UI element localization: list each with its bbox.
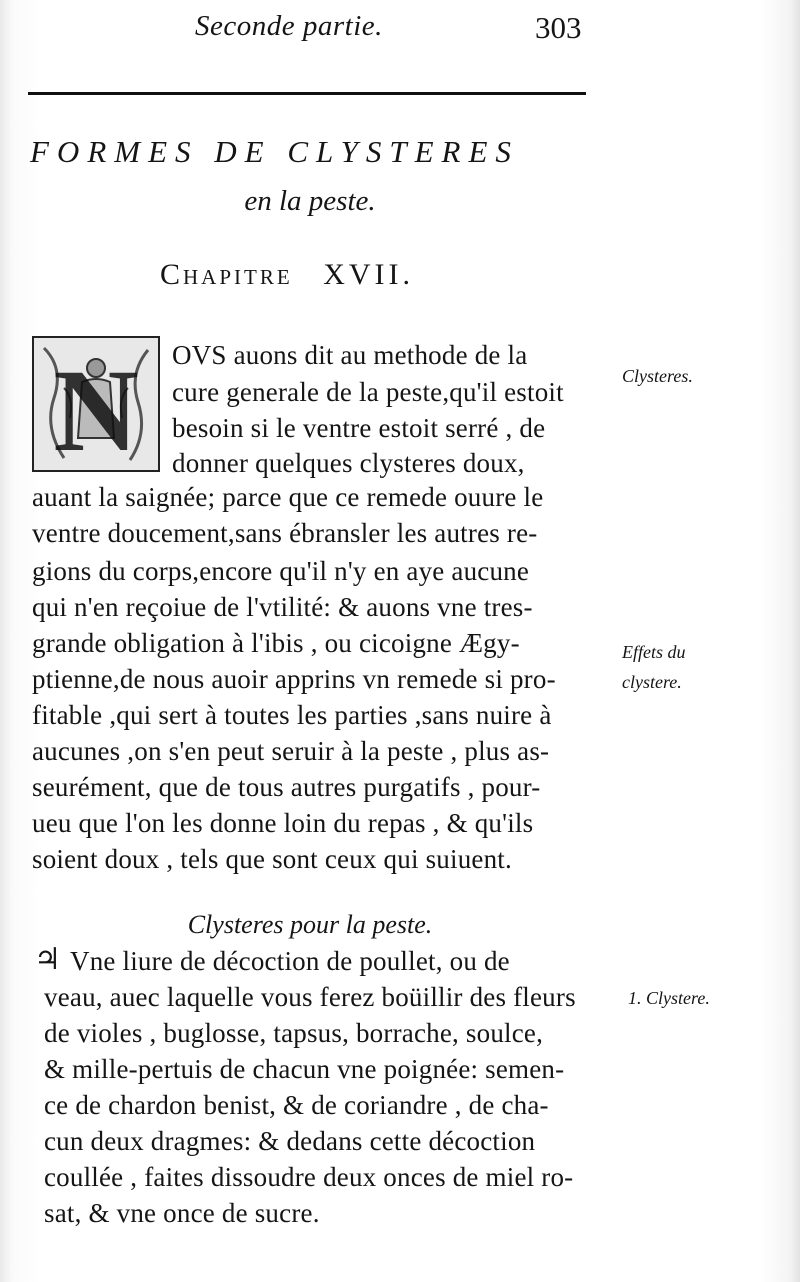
- page-number: 303: [535, 10, 582, 45]
- body-line: aucunes ,on s'en peut seruir à la peste , plus as-: [32, 736, 550, 766]
- body-line: gions du corps,encore qu'il n'y en aye aucune: [32, 556, 530, 586]
- body-line: qui n'en reçoiue de l'vtilité: & auons vne tres-: [32, 592, 533, 622]
- body-line: ueu que l'on les donne loin du repas , & qu'ils: [32, 808, 534, 838]
- marginal-note-clysteres: Clysteres.: [622, 366, 693, 386]
- recipe-line: ce de chardon benist, & de coriandre , de cha-: [44, 1090, 549, 1120]
- recipe-heading: Clysteres pour la peste.: [187, 910, 433, 939]
- marginal-note-first-clystere: 1. Clystere.: [628, 988, 710, 1008]
- ornamental-initial-art: [34, 338, 158, 470]
- dropcap-letter: N: [53, 345, 139, 470]
- recipe-line: veau, auec laquelle vous ferez boüillir des fleurs: [44, 982, 576, 1012]
- recipe-line: cun deux dragmes: & dedans cette décoction: [44, 1126, 536, 1156]
- ornamental-initial: [32, 336, 160, 472]
- chapter-number: XVII.: [323, 258, 414, 291]
- page-header: [195, 6, 615, 46]
- running-title: Seconde partie.: [195, 10, 383, 42]
- body-line: OVS auons dit au methode de la: [172, 340, 528, 370]
- marginal-note-effets: Effets du: [622, 642, 686, 662]
- body-line: ptienne,de nous auoir apprins vn remede si pro-: [32, 664, 556, 694]
- body-line: grande obligation à l'ibis , ou cicoigne Ægy-: [32, 628, 520, 658]
- body-line: besoin si le ventre estoit serré , de: [172, 413, 546, 443]
- recipe-line: Vne liure de décoction de poullet, ou de: [70, 946, 510, 976]
- body-line: cure generale de la peste,qu'il estoit: [172, 377, 564, 407]
- recipe-line: de violes , buglosse, tapsus, borrache, soulce,: [44, 1018, 544, 1048]
- recipe-line: sat, & vne once de sucre.: [44, 1198, 320, 1228]
- chapter-title-line1: FORMES DE CLYSTERES: [30, 134, 519, 169]
- body-line: donner quelques clysteres doux,: [172, 448, 525, 478]
- chapter-heading: [160, 258, 414, 292]
- body-line: soient doux , tels que sont ceux qui suiuent.: [32, 844, 512, 874]
- body-line: auant la saignée; parce que ce remede ouure le: [32, 482, 544, 512]
- recipe-sign-icon: ♃: [34, 942, 61, 977]
- recipe-line: coullée , faites dissoudre deux onces de miel ro-: [44, 1162, 574, 1192]
- chapter-title-line2: en la peste.: [244, 185, 376, 217]
- chapter-word: Chapitre: [160, 258, 293, 291]
- body-line: ventre doucement,sans ébransler les autres re-: [32, 518, 538, 548]
- recipe-line: & mille-pertuis de chacun vne poignée: semen-: [44, 1054, 565, 1084]
- body-line: fitable ,qui sert à toutes les parties ,sans nuire à: [32, 700, 552, 730]
- body-line: seurément, que de tous autres purgatifs , pour-: [32, 772, 541, 802]
- marginal-note-clystere: clystere.: [622, 672, 682, 692]
- header-rule: [28, 92, 586, 95]
